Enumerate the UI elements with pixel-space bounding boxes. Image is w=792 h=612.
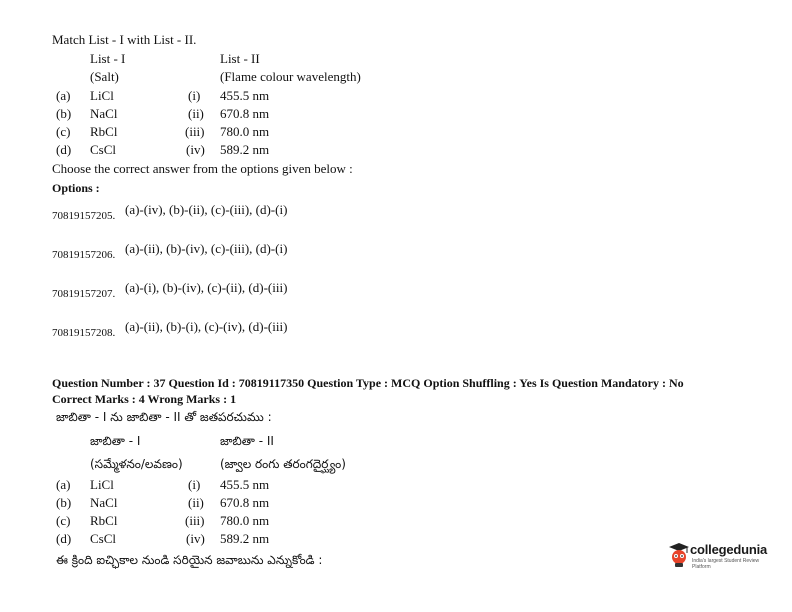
q2-list2-title: జాబితా - II xyxy=(220,434,274,448)
option-text[interactable]: (a)-(iv), (b)-(ii), (c)-(iii), (d)-(i) xyxy=(125,202,288,217)
option-text[interactable]: (a)-(i), (b)-(iv), (c)-(ii), (d)-(iii) xyxy=(125,280,288,295)
q1-row-roman: (i) xyxy=(188,88,201,103)
q1-heading: Match List - I with List - II. xyxy=(52,32,197,47)
q1-row-roman: (iii) xyxy=(185,124,205,139)
option-text[interactable]: (a)-(ii), (b)-(iv), (c)-(iii), (d)-(i) xyxy=(125,241,288,256)
q1-row-roman: (iv) xyxy=(186,142,205,157)
q1-row-value: 589.2 nm xyxy=(220,142,270,157)
q1-row-salt: RbCl xyxy=(90,124,118,139)
option-id: 70819157206. xyxy=(52,249,116,261)
q2-row-value: 780.0 nm xyxy=(220,513,270,528)
q2-instruction: ఈ క్రింది ఐచ్ఛికాల నుండి సరియైన జవాబును ఎన్నుకోండి : xyxy=(56,553,323,567)
q1-row-value: 670.8 nm xyxy=(220,106,270,121)
q2-row-salt: RbCl xyxy=(90,513,118,528)
q1-row-label: (d) xyxy=(56,142,72,157)
q1-row-value: 455.5 nm xyxy=(220,88,270,103)
q1-list1-sub: (Salt) xyxy=(90,69,119,84)
option-id: 70819157207. xyxy=(52,288,116,300)
q1-row-salt: NaCl xyxy=(90,106,118,121)
collegedunia-logo xyxy=(668,540,768,572)
q2-heading: జాబితా - I ను జాబితా - II తో జతపరచుము : xyxy=(56,410,272,424)
q1-row-label: (c) xyxy=(56,124,71,139)
q2-list1-sub: (సమ్మేళనం/లవణం) xyxy=(90,457,183,471)
q1-row-salt: LiCl xyxy=(90,88,114,103)
q2-list2-sub: (జ్వాల రంగు తరంగదైర్ఘ్యం) xyxy=(220,457,346,471)
q2-row-value: 670.8 nm xyxy=(220,495,270,510)
q2-row-roman: (iii) xyxy=(185,513,205,528)
q2-row-value: 589.2 nm xyxy=(220,531,270,546)
graduate-mascot-icon xyxy=(668,542,690,568)
options-label: Options : xyxy=(52,181,100,195)
q2-row-salt: LiCl xyxy=(90,477,114,492)
q2-row-value: 455.5 nm xyxy=(220,477,270,492)
q1-row-value: 780.0 nm xyxy=(220,124,270,139)
marks-info: Correct Marks : 4 Wrong Marks : 1 xyxy=(52,392,237,406)
q1-row-roman: (ii) xyxy=(188,106,204,121)
q2-row-label: (c) xyxy=(56,513,71,528)
q1-list2-title: List - II xyxy=(220,51,260,66)
q1-row-label: (b) xyxy=(56,106,72,121)
logo-wordmark: collegedunia xyxy=(690,542,768,557)
q1-instruction: Choose the correct answer from the options given below : xyxy=(52,161,353,176)
question-meta: Question Number : 37 Question Id : 70819117350 Question Type : MCQ Option Shuffling : Yes Is Question Mandatory : No xyxy=(52,376,684,390)
q2-row-roman: (i) xyxy=(188,477,201,492)
option-text[interactable]: (a)-(ii), (b)-(i), (c)-(iv), (d)-(iii) xyxy=(125,319,288,334)
q1-list1-title: List - I xyxy=(90,51,126,66)
q2-row-label: (a) xyxy=(56,477,71,492)
q2-row-label: (d) xyxy=(56,531,72,546)
option-id: 70819157205. xyxy=(52,210,116,222)
q2-list1-title: జాబితా - I xyxy=(90,434,141,448)
q2-row-salt: NaCl xyxy=(90,495,118,510)
q2-row-roman: (ii) xyxy=(188,495,204,510)
q2-row-roman: (iv) xyxy=(186,531,205,546)
q1-row-salt: CsCl xyxy=(90,142,117,157)
logo-tagline: India's largest Student Review Platform xyxy=(692,558,760,570)
q1-list2-sub: (Flame colour wavelength) xyxy=(220,69,361,84)
q2-row-label: (b) xyxy=(56,495,72,510)
q2-row-salt: CsCl xyxy=(90,531,117,546)
q1-row-label: (a) xyxy=(56,88,71,103)
option-id: 70819157208. xyxy=(52,327,116,339)
